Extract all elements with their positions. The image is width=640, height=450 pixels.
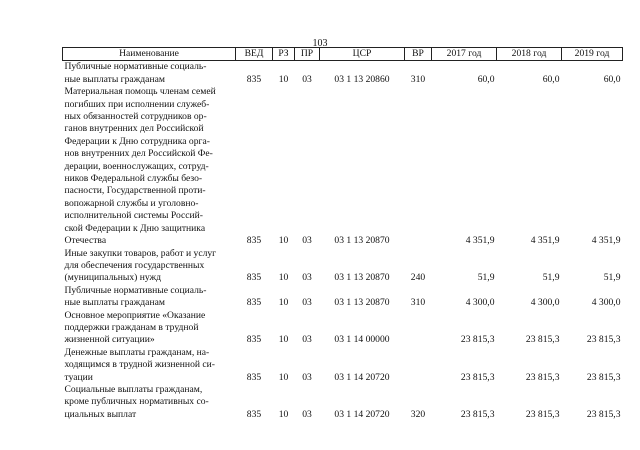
cell-csr: 03 1 13 20870 [334,297,390,309]
cell-2017: 23 815,3 [460,334,495,346]
page-number: 103 [312,38,328,49]
header-vr: ВР [405,48,432,61]
table-row [63,384,623,421]
name-line: для обеспечения государственных [64,259,205,271]
header-2018: 2018 год [497,48,562,61]
name-line: Иные закупки товаров, работ и услуг [64,247,217,259]
name-line: погибших при исполнении служеб- [64,98,210,110]
cell-2017: 51,9 [477,272,495,284]
name-line: вопожарной службы и уголовно- [64,197,199,209]
header-2017: 2017 год [432,48,497,61]
cell-ved: 835 [246,334,262,346]
name-line: Публичные нормативные социаль- [64,61,207,73]
cell-csr: 03 1 14 20720 [334,408,390,420]
name-line: ных обязанностей сотрудников ор- [64,111,207,123]
cell-2017: 4 300,0 [465,297,495,309]
cell-name [63,86,236,247]
cell-pr: 03 [302,408,312,420]
name-line: исполнительной системы Россий- [64,210,203,222]
cell-name [63,248,236,285]
cell-2017: 23 815,3 [460,371,495,383]
header-name: Наименование [63,48,236,61]
name-line: жизненной ситуации» [64,334,155,346]
table-row [63,285,623,310]
header-csr: ЦСР [320,48,405,61]
table-row [63,248,623,285]
name-line: Денежные выплаты гражданам, на- [64,346,210,358]
cell-csr: 03 1 13 20870 [334,272,390,284]
name-line: Федерации к Дню сотрудника орга- [64,135,210,147]
cell-2019: 60,0 [603,73,621,85]
cell-name [63,285,236,310]
cell-2019: 23 815,3 [586,408,621,420]
cell-rz: 10 [278,334,289,346]
cell-2017: 23 815,3 [460,408,495,420]
name-line: ников Федеральной службы безо- [64,173,203,185]
cell-rz: 10 [278,272,289,284]
cell-2019: 4 351,9 [591,235,621,247]
name-line: Отечества [64,235,107,247]
name-line: Материальная помощь членам семей [64,86,216,98]
name-line: Основное мероприятие «Оказание [64,309,206,321]
cell-vr: 310 [410,297,426,309]
cell-pr: 03 [302,272,312,284]
cell-ved: 835 [246,408,262,420]
cell-rz: 10 [278,297,289,309]
header-ved: ВЕД [236,48,273,61]
name-line: кроме публичных нормативных со- [64,396,209,408]
cell-rz: 10 [278,235,289,247]
cell-vr [405,347,432,384]
cell-2017: 4 351,9 [465,235,495,247]
name-line: нов внутренних дел Российской Фе- [64,148,213,160]
cell-rz: 10 [278,371,289,383]
cell-pr: 03 [302,371,312,383]
cell-rz: 10 [278,408,289,420]
cell-2018: 23 815,3 [525,334,560,346]
cell-pr: 03 [302,73,312,85]
cell-name [63,384,236,421]
cell-pr: 03 [302,235,312,247]
name-line: ходящимся в трудной жизненной си- [64,359,215,371]
cell-vr: 240 [410,272,426,284]
name-line: туации [64,371,93,383]
cell-csr: 03 1 14 00000 [334,334,390,346]
name-line: ные выплаты гражданам [64,297,165,309]
cell-2018: 23 815,3 [525,371,560,383]
name-line: ганов внутренних дел Российской [64,123,204,135]
cell-ved: 835 [246,73,262,85]
cell-2018: 51,9 [542,272,560,284]
cell-pr: 03 [302,297,312,309]
cell-ved: 835 [246,272,262,284]
cell-2018: 4 300,0 [530,297,560,309]
cell-rz: 10 [278,73,289,85]
cell-2018: 4 351,9 [530,235,560,247]
cell-2018: 60,0 [542,73,560,85]
name-line: Социальные выплаты гражданам, [64,383,203,395]
cell-vr [405,310,432,347]
header-2019: 2019 год [562,48,623,61]
table-row [63,310,623,347]
cell-2019: 4 300,0 [591,297,621,309]
cell-ved: 835 [246,297,262,309]
cell-pr: 03 [302,334,312,346]
name-line: пасности, Государственной проти- [64,185,206,197]
cell-2019: 23 815,3 [586,334,621,346]
name-line: (муниципальных) нужд [64,272,162,284]
name-line: циальных выплат [64,408,137,420]
name-line: ской Федерации к Дню защитника [64,222,206,234]
cell-vr: 310 [410,73,426,85]
cell-2018: 23 815,3 [525,408,560,420]
table-row [63,61,623,86]
cell-2017: 60,0 [477,73,495,85]
table-header-row [63,48,623,61]
table-row [63,86,623,247]
table-body [63,61,623,421]
table-row [63,347,623,384]
name-line: поддержки гражданам в трудной [64,321,199,333]
cell-2019: 23 815,3 [586,371,621,383]
header-rz: РЗ [273,48,295,61]
cell-name [63,310,236,347]
cell-ved: 835 [246,371,262,383]
cell-csr: 03 1 13 20870 [334,235,390,247]
cell-csr: 03 1 13 20860 [334,73,390,85]
cell-name [63,347,236,384]
cell-vr [405,86,432,247]
cell-vr: 320 [410,408,426,420]
cell-csr: 03 1 14 20720 [334,371,390,383]
name-line: Публичные нормативные социаль- [64,284,207,296]
name-line: дерации, военнослужащих, сотруд- [64,160,209,172]
header-pr: ПР [295,48,320,61]
cell-name [63,61,236,86]
budget-table [62,47,623,421]
cell-ved: 835 [246,235,262,247]
cell-2019: 51,9 [603,272,621,284]
name-line: ные выплаты гражданам [64,73,165,85]
